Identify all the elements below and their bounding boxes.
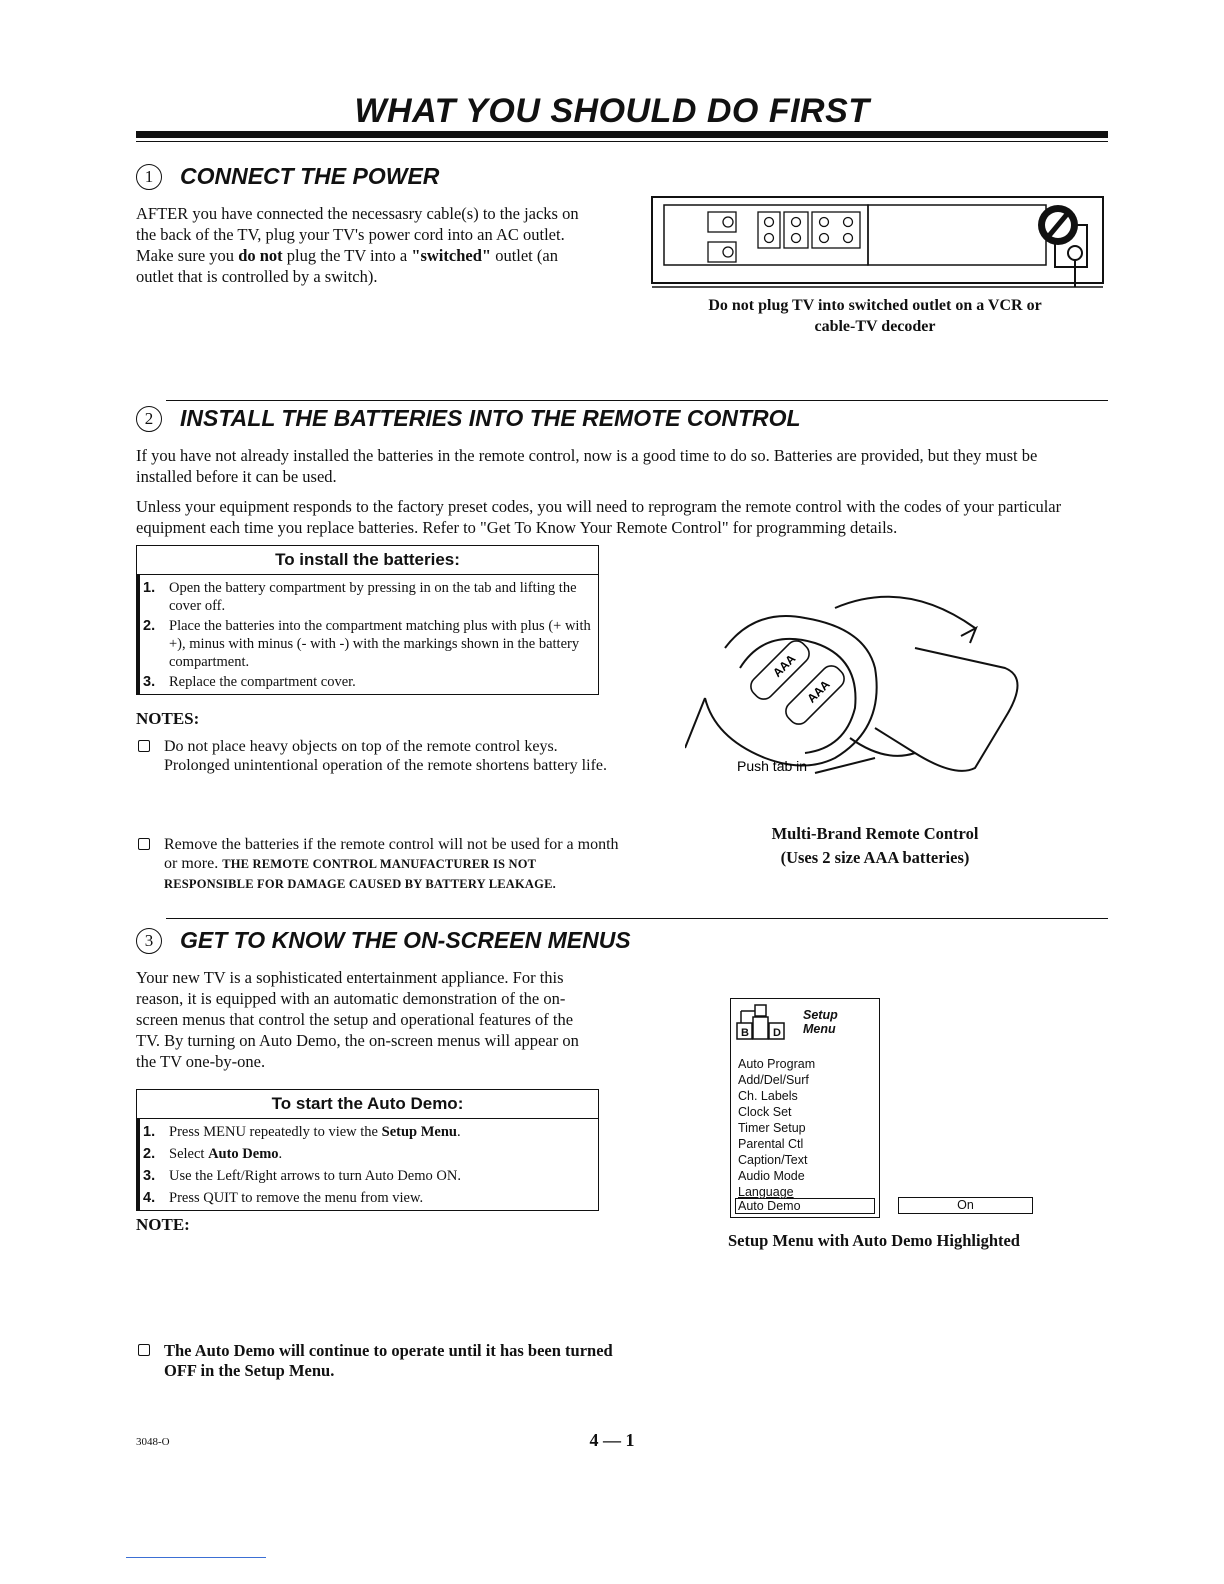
battery-step: 1. Open the battery compartment by pressing in on the tab and lifting the cover off. xyxy=(143,580,577,614)
battery-label: AAA xyxy=(770,651,799,680)
checkbox-bullet-icon xyxy=(138,740,150,752)
push-tab-label: Push tab in xyxy=(737,758,808,774)
menu-item: Timer Setup xyxy=(738,1121,806,1135)
menu-item: Caption/Text xyxy=(738,1153,808,1167)
section-2-rule xyxy=(166,400,1108,401)
menu-item: Ch. Labels xyxy=(738,1089,798,1103)
remote-battery-figure xyxy=(685,588,1045,788)
menu-item: Language xyxy=(738,1185,794,1199)
section-3-body: Your new TV is a sophisticated entertainment appliance. For this reason, it is equipped with an automatic demonstration of the on-screen menus that control the setup and operational features of the TV. By turning on Auto Demo, the on-screen menus will appear on the TV one-by-one. xyxy=(136,968,579,1071)
note-item: The Auto Demo will continue to operate until it has been turned OFF in the Setup Menu. xyxy=(136,1341,614,1381)
menu-item: Add/Del/Surf xyxy=(738,1073,809,1087)
battery-step: 3. Replace the compartment cover. xyxy=(143,674,356,690)
page-number: 4 — 1 xyxy=(589,1430,635,1450)
notes-title: NOTES: xyxy=(136,709,200,728)
auto-demo-step: 4. Press QUIT to remove the menu from view. xyxy=(143,1190,424,1206)
checkbox-bullet-icon xyxy=(138,1344,150,1356)
section-2-title: INSTALL THE BATTERIES INTO THE REMOTE CONTROL xyxy=(180,405,801,431)
no-symbol-icon xyxy=(1038,205,1078,245)
section-2-number: 2 xyxy=(136,406,162,432)
auto-demo-box-title: To start the Auto Demo: xyxy=(137,1090,598,1119)
footer-code: 3048-O xyxy=(136,1436,170,1448)
section-1-body: AFTER you have connected the necessasry cable(s) to the jacks on the back of the TV, plug your TV's power cord into an AC outlet. Make sure you do not plug the TV into a "switched" outlet (an outlet that is controlled by a switch). xyxy=(136,204,579,286)
note-title: NOTE: xyxy=(136,1215,190,1234)
menu-item-highlighted: Auto Demo xyxy=(735,1198,875,1214)
menu-logo-icon xyxy=(735,1003,793,1043)
svg-text:B: B xyxy=(741,1027,749,1039)
section-1-number: 1 xyxy=(136,164,162,190)
section-2-para1: If you have not already installed the batteries in the remote control, now is a good time to do so. Batteries are provided, but they must be installed before it can be used. xyxy=(136,446,1038,486)
battery-box-title: To install the batteries: xyxy=(137,546,598,575)
jack-icon xyxy=(708,212,860,262)
battery-step: 2. Place the batteries into the compartment matching plus with plus (+ with +), minus with minus (- with -) with the markings shown in the battery compartment. xyxy=(143,618,591,670)
setup-menu-title: Setup Menu xyxy=(803,1008,838,1036)
note-item: Remove the batteries if the remote control will not be used for a month or more. THE REMOTE CONTROL MANUFACTURER IS NOT RESPONSIBLE FOR DAMAGE CAUSED BY BATTERY LEAKAGE. xyxy=(136,835,624,894)
auto-demo-step: 3. Use the Left/Right arrows to turn Auto Demo ON. xyxy=(143,1168,461,1184)
section-2-caption: Multi-Brand Remote Control (Uses 2 size AAA batteries) xyxy=(771,824,979,867)
battery-instructions-box xyxy=(136,545,599,695)
arrow-icon xyxy=(835,597,975,628)
title-rule-thin xyxy=(136,141,1108,142)
auto-demo-instructions-box xyxy=(136,1089,599,1211)
checkbox-bullet-icon xyxy=(138,838,150,850)
section-2-para2: Unless your equipment responds to the factory preset codes, you will need to reprogram the remote control with the codes of your particular equipment each time you replace batteries. Refer to "Get To Know Your Remote Control" for programming details. xyxy=(136,497,1062,537)
menu-item: Audio Mode xyxy=(738,1169,805,1183)
section-3-title: GET TO KNOW THE ON-SCREEN MENUS xyxy=(180,927,631,953)
auto-demo-step: 1. Press MENU repeatedly to view the Setup Menu. xyxy=(143,1124,461,1140)
battery-icon xyxy=(747,637,848,728)
menu-item: Parental Ctl xyxy=(738,1137,804,1151)
tv-back-panel-figure xyxy=(650,195,1105,290)
battery-label: AAA xyxy=(804,677,833,706)
auto-demo-step: 2. Select Auto Demo. xyxy=(143,1146,283,1162)
title-rule xyxy=(136,131,1108,138)
section-2-heading xyxy=(136,405,801,432)
note-item: Do not place heavy objects on top of the remote control keys. Prolonged unintentional operation of the remote shortens battery life. xyxy=(136,737,614,775)
section-3-rule xyxy=(166,918,1108,919)
setup-menu-panel xyxy=(730,998,880,1218)
menu-item: Clock Set xyxy=(738,1105,792,1119)
menu-item: Auto Program xyxy=(738,1057,816,1071)
svg-text:D: D xyxy=(773,1027,781,1039)
section-1-heading xyxy=(136,163,439,190)
menu-value-box: On xyxy=(898,1197,1033,1214)
section-1-caption: Do not plug TV into switched outlet on a VCR or cable-TV decoder xyxy=(708,297,1042,335)
section-3-heading xyxy=(136,927,631,954)
footer-link-line xyxy=(126,1557,266,1558)
section-3-number: 3 xyxy=(136,928,162,954)
section-1-title: CONNECT THE POWER xyxy=(180,163,440,189)
page-title: WHAT YOU SHOULD DO FIRST xyxy=(354,92,870,130)
setup-menu-list xyxy=(738,1056,815,1200)
section-3-caption: Setup Menu with Auto Demo Highlighted xyxy=(728,1231,1020,1250)
